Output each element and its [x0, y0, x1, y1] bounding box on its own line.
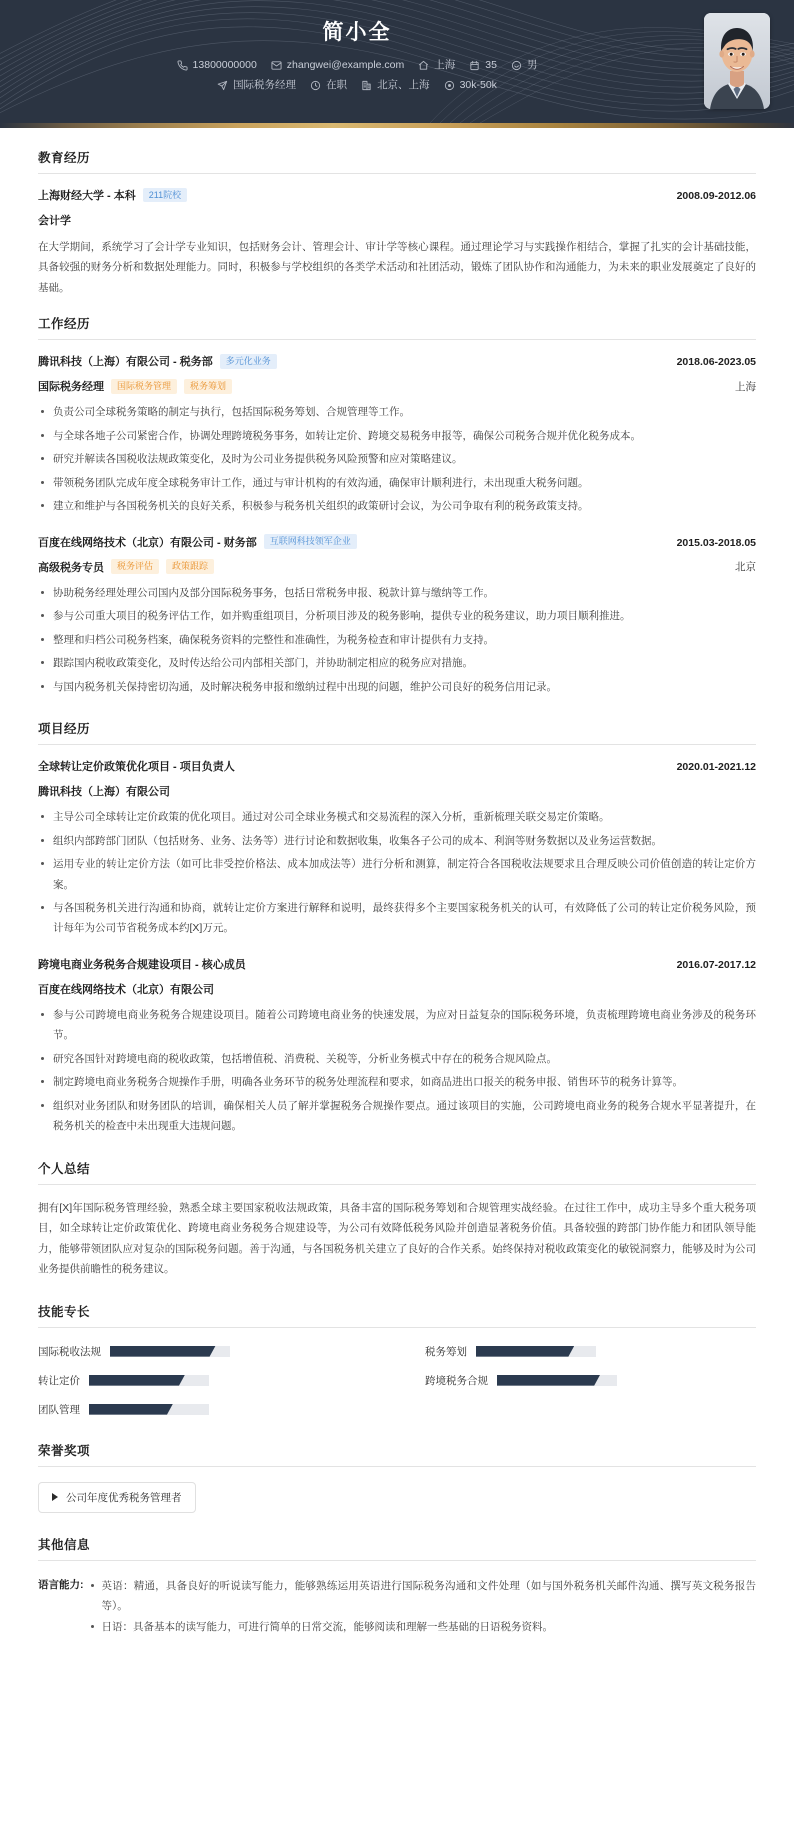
rocket-icon — [217, 80, 228, 91]
work-role-row — [38, 378, 756, 394]
work-location: 北京 — [735, 561, 756, 574]
work-date: 2015.03-2018.05 — [676, 536, 756, 549]
work-bullet: 带领税务团队完成年度全球税务审计工作，通过与审计机构的有效沟通，确保审计顺利进行，未出现重大税务问题。 — [38, 473, 756, 493]
contact-email-value: zhangwei@example.com — [286, 59, 405, 72]
work-entry — [38, 353, 756, 516]
skill-label: 国际税收法规 — [38, 1345, 101, 1358]
award-chip[interactable] — [38, 1482, 196, 1513]
phone-icon — [177, 60, 188, 71]
section-rule — [38, 1466, 756, 1467]
work-bullets — [38, 583, 756, 697]
education-major: 会计学 — [38, 215, 71, 227]
project-bullets — [38, 1005, 756, 1137]
resume-header — [0, 0, 794, 123]
skill-item — [425, 1373, 756, 1388]
education-entry-header — [38, 187, 756, 203]
work-date: 2018.06-2023.05 — [676, 356, 756, 369]
job-target-value: 国际税务经理 — [233, 79, 297, 92]
project-company: 百度在线网络技术（北京）有限公司 — [38, 983, 214, 996]
skill-item — [425, 1344, 756, 1359]
section-rule — [38, 339, 756, 340]
summary-text: 拥有[X]年国际税务管理经验，熟悉全球主要国家税收法规政策，具备丰富的国际税务筹划和合规管理实战经验。在过往工作中，成功主导多个重大税务项目，如全球转让定价政策优化、跨境电商业务税务合规建设等，为公司有效降低税务风险并创造显著税务价值。具备较强的跨部门协作能力和团队领导能力，能够带领团队应对复杂的国际税务问题。善于沟通，与各国税务机关建立了良好的合作关系。始终保持对税收政策变化的敏锐洞察力，能够及时为公司业务提供前瞻性的税务建议。 — [38, 1201, 756, 1276]
project-title: 全球转让定价政策优化项目 - 项目负责人 — [38, 761, 235, 774]
project-entry — [38, 758, 756, 939]
work-company: 腾讯科技（上海）有限公司 - 税务部 — [38, 356, 213, 369]
work-bullet: 整理和归档公司税务档案，确保税务资料的完整性和准确性，为税务检查和审计提供有力支持。 — [38, 630, 756, 650]
project-bullet: 组织对业务团队和财务团队的培训，确保相关人员了解并掌握税务合规操作要点。通过该项目的实施，公司跨境电商业务的税务合规水平显著提升，在税务机关的检查中未出现重大违规问题。 — [38, 1096, 756, 1137]
section-title-education: 教育经历 — [38, 151, 91, 165]
section-skills — [38, 1302, 756, 1417]
work-role: 高级税务专员 — [38, 561, 104, 574]
work-bullet: 与国内税务机关保持密切沟通，及时解决税务申报和缴纳过程中出现的问题，维护公司良好的税务信用记录。 — [38, 677, 756, 697]
work-bullet: 负责公司全球税务策略的制定与执行，包括国际税务筹划、合规管理等工作。 — [38, 402, 756, 422]
skill-label: 转让定价 — [38, 1374, 80, 1387]
work-role: 国际税务经理 — [38, 381, 104, 394]
job-status-value: 在职 — [326, 79, 348, 92]
work-bullets — [38, 402, 756, 516]
work-bullet: 协助税务经理处理公司国内及部分国际税务事务，包括日常税务申报、税款计算与缴纳等工作。 — [38, 583, 756, 603]
section-title-other-info: 其他信息 — [38, 1537, 91, 1552]
work-entry-header — [38, 353, 756, 369]
work-bullet: 与全球各地子公司紧密合作，协调处理跨境税务事务，如转让定价、跨境交易税务申报等，确保公司税务合规并优化税务成本。 — [38, 426, 756, 446]
contact-age-value: 35 — [485, 59, 497, 72]
skill-progress-track — [89, 1404, 209, 1415]
work-bullet: 建立和维护与各国税务机关的良好关系，积极参与税务机关组织的政策研讨会议，为公司争取有利的税务政策支持。 — [38, 496, 756, 516]
building-icon — [361, 80, 372, 91]
resume-body — [0, 128, 794, 1665]
project-bullet: 研究各国针对跨境电商的税收政策，包括增值税、消费税、关税等，分析业务模式中存在的税务合规风险点。 — [38, 1049, 756, 1069]
contact-phone — [177, 60, 257, 71]
section-title-awards: 荣誉奖项 — [38, 1443, 91, 1458]
skill-progress-track — [497, 1375, 617, 1386]
section-rule — [38, 173, 756, 174]
project-bullet: 与各国税务机关进行沟通和协商，就转让定价方案进行解释和说明，最终获得多个主要国家税务机关的认可，有效降低了公司的转让定价税务风险，预计每年为公司节省税务成本约[X]万元。 — [38, 898, 756, 939]
work-company-tag: 互联网科技领军企业 — [264, 534, 357, 549]
section-education — [38, 148, 756, 298]
section-title-skills: 技能专长 — [38, 1304, 91, 1319]
project-entry-header — [38, 956, 756, 972]
contact-city-value: 上海 — [434, 59, 456, 72]
work-entry — [38, 534, 756, 697]
language-ability-row — [38, 1576, 756, 1637]
skill-item — [38, 1344, 369, 1359]
section-awards — [38, 1441, 756, 1513]
avatar — [704, 13, 770, 109]
skill-progress-fill — [110, 1346, 216, 1357]
project-company: 腾讯科技（上海）有限公司 — [38, 786, 170, 799]
contact-phone-value: 13800000000 — [192, 59, 257, 72]
contact-city — [418, 60, 455, 71]
language-ability-body — [88, 1576, 757, 1637]
work-bullet: 跟踪国内税收政策变化，及时传达给公司内部相关部门，并协助制定相应的税务应对措施。 — [38, 653, 756, 673]
work-role-row — [38, 559, 756, 575]
skill-progress-fill — [497, 1375, 600, 1386]
skill-progress-fill — [476, 1346, 574, 1357]
section-summary — [38, 1159, 756, 1280]
education-entry — [38, 187, 756, 298]
section-projects — [38, 719, 756, 1137]
section-rule — [38, 1184, 756, 1185]
project-bullet: 组织内部跨部门团队（包括财务、业务、法务等）进行讨论和数据收集，收集各子公司的成本、利润等财务数据以及业务运营数据。 — [38, 831, 756, 851]
skill-label: 团队管理 — [38, 1403, 80, 1416]
contact-row-primary — [0, 60, 794, 71]
section-rule — [38, 744, 756, 745]
skills-grid — [38, 1344, 756, 1417]
skill-progress-track — [89, 1375, 209, 1386]
work-bullet: 参与公司重大项目的税务评估工作，如并购重组项目，分析项目涉及的税务影响，提供专业的税务建议，助力项目顺利推进。 — [38, 606, 756, 626]
job-locations-value: 北京、上海 — [377, 79, 430, 92]
section-title-projects: 项目经历 — [38, 722, 91, 737]
education-description: 在大学期间，系统学习了会计学专业知识，包括财务会计、管理会计、审计学等核心课程。通过理论学习与实践操作相结合，掌握了扎实的会计基础技能，具备较强的财务分析和数据处理能力。同时，积极参与学校组织的各类学术活动和社团活动，锻炼了团队协作和沟通能力，为未来的职业发展奠定了良好的基础。 — [38, 241, 756, 294]
project-entry-header — [38, 758, 756, 774]
job-locations — [361, 80, 430, 91]
education-tag: 211院校 — [143, 188, 187, 203]
skill-label: 税务筹划 — [425, 1345, 467, 1358]
skill-progress-fill — [89, 1404, 173, 1415]
page-title: 简小全 — [322, 21, 392, 44]
project-title: 跨境电商业务税务合规建设项目 - 核心成员 — [38, 958, 246, 971]
contact-gender-value: 男 — [526, 59, 538, 72]
work-role-tag: 国际税务管理 — [111, 379, 177, 394]
language-item: 英语：精通，具备良好的听说读写能力，能够熟练运用英语进行国际税务沟通和文件处理（如与国外税务机关邮件沟通、撰写英文税务报告等）。 — [88, 1576, 757, 1617]
job-target — [217, 80, 296, 91]
awards-list — [38, 1482, 756, 1513]
language-ability-label: 语言能力: — [38, 1578, 84, 1591]
section-title-summary: 个人总结 — [38, 1161, 91, 1176]
section-other-info — [38, 1535, 756, 1637]
education-date: 2008.09-2012.06 — [676, 190, 756, 202]
skill-progress-fill — [89, 1375, 185, 1386]
work-location: 上海 — [735, 380, 756, 393]
project-bullet: 制定跨境电商业务税务合规操作手册，明确各业务环节的税务处理流程和要求，如商品进出口报关的税务申报、销售环节的税务计算等。 — [38, 1072, 756, 1092]
work-role-tag: 政策跟踪 — [166, 559, 214, 574]
skill-item — [38, 1373, 369, 1388]
calendar-icon — [469, 60, 480, 71]
work-company: 百度在线网络技术（北京）有限公司 - 财务部 — [38, 536, 257, 549]
work-entry-header — [38, 534, 756, 550]
skill-label: 跨境税务合规 — [425, 1374, 488, 1387]
skill-item — [38, 1402, 369, 1417]
work-role-tag: 税务评估 — [111, 559, 159, 574]
contact-age — [469, 60, 497, 71]
contact-gender — [511, 60, 538, 71]
contact-row-secondary — [0, 80, 794, 91]
project-bullet: 运用专业的转让定价方法（如可比非受控价格法、成本加成法等）进行分析和测算，制定符合各国税收法规要求且合理反映公司价值创造的转让定价方案。 — [38, 854, 756, 895]
work-company-tag: 多元化业务 — [220, 354, 277, 369]
job-status — [310, 80, 347, 91]
skill-progress-track — [476, 1346, 596, 1357]
education-school: 上海财经大学 - 本科 — [38, 190, 136, 202]
home-icon — [418, 60, 429, 71]
section-rule — [38, 1560, 756, 1561]
salary-target-icon — [444, 80, 455, 91]
contact-email — [271, 60, 404, 71]
section-work — [38, 314, 756, 697]
section-rule — [38, 1327, 756, 1328]
project-date: 2016.07-2017.12 — [676, 958, 756, 971]
status-clock-icon — [310, 80, 321, 91]
project-bullet: 主导公司全球转让定价政策的优化项目。通过对公司全球业务模式和交易流程的深入分析，重新梳理关联交易定价策略。 — [38, 807, 756, 827]
section-title-work: 工作经历 — [38, 317, 91, 332]
project-entry — [38, 956, 756, 1137]
work-bullet: 研究并解读各国税收法规政策变化，及时为公司业务提供税务风险预警和应对策略建议。 — [38, 449, 756, 469]
project-date: 2020.01-2021.12 — [676, 761, 756, 774]
mail-icon — [271, 60, 282, 71]
play-triangle-icon — [52, 1493, 58, 1501]
project-bullet: 参与公司跨境电商业务税务合规建设项目。随着公司跨境电商业务的快速发展，为应对日益复杂的国际税务环境，负责梳理跨境电商业务涉及的税务环节。 — [38, 1005, 756, 1046]
project-bullets — [38, 807, 756, 939]
job-salary-value: 30k-50k — [459, 79, 497, 92]
job-salary — [444, 80, 497, 91]
gender-icon — [511, 60, 522, 71]
skill-progress-track — [110, 1346, 230, 1357]
work-role-tag: 税务筹划 — [184, 379, 232, 394]
award-label: 公司年度优秀税务管理者 — [66, 1491, 182, 1504]
language-item: 日语：具备基本的读写能力，可进行简单的日常交流，能够阅读和理解一些基础的日语税务资料。 — [88, 1617, 757, 1637]
